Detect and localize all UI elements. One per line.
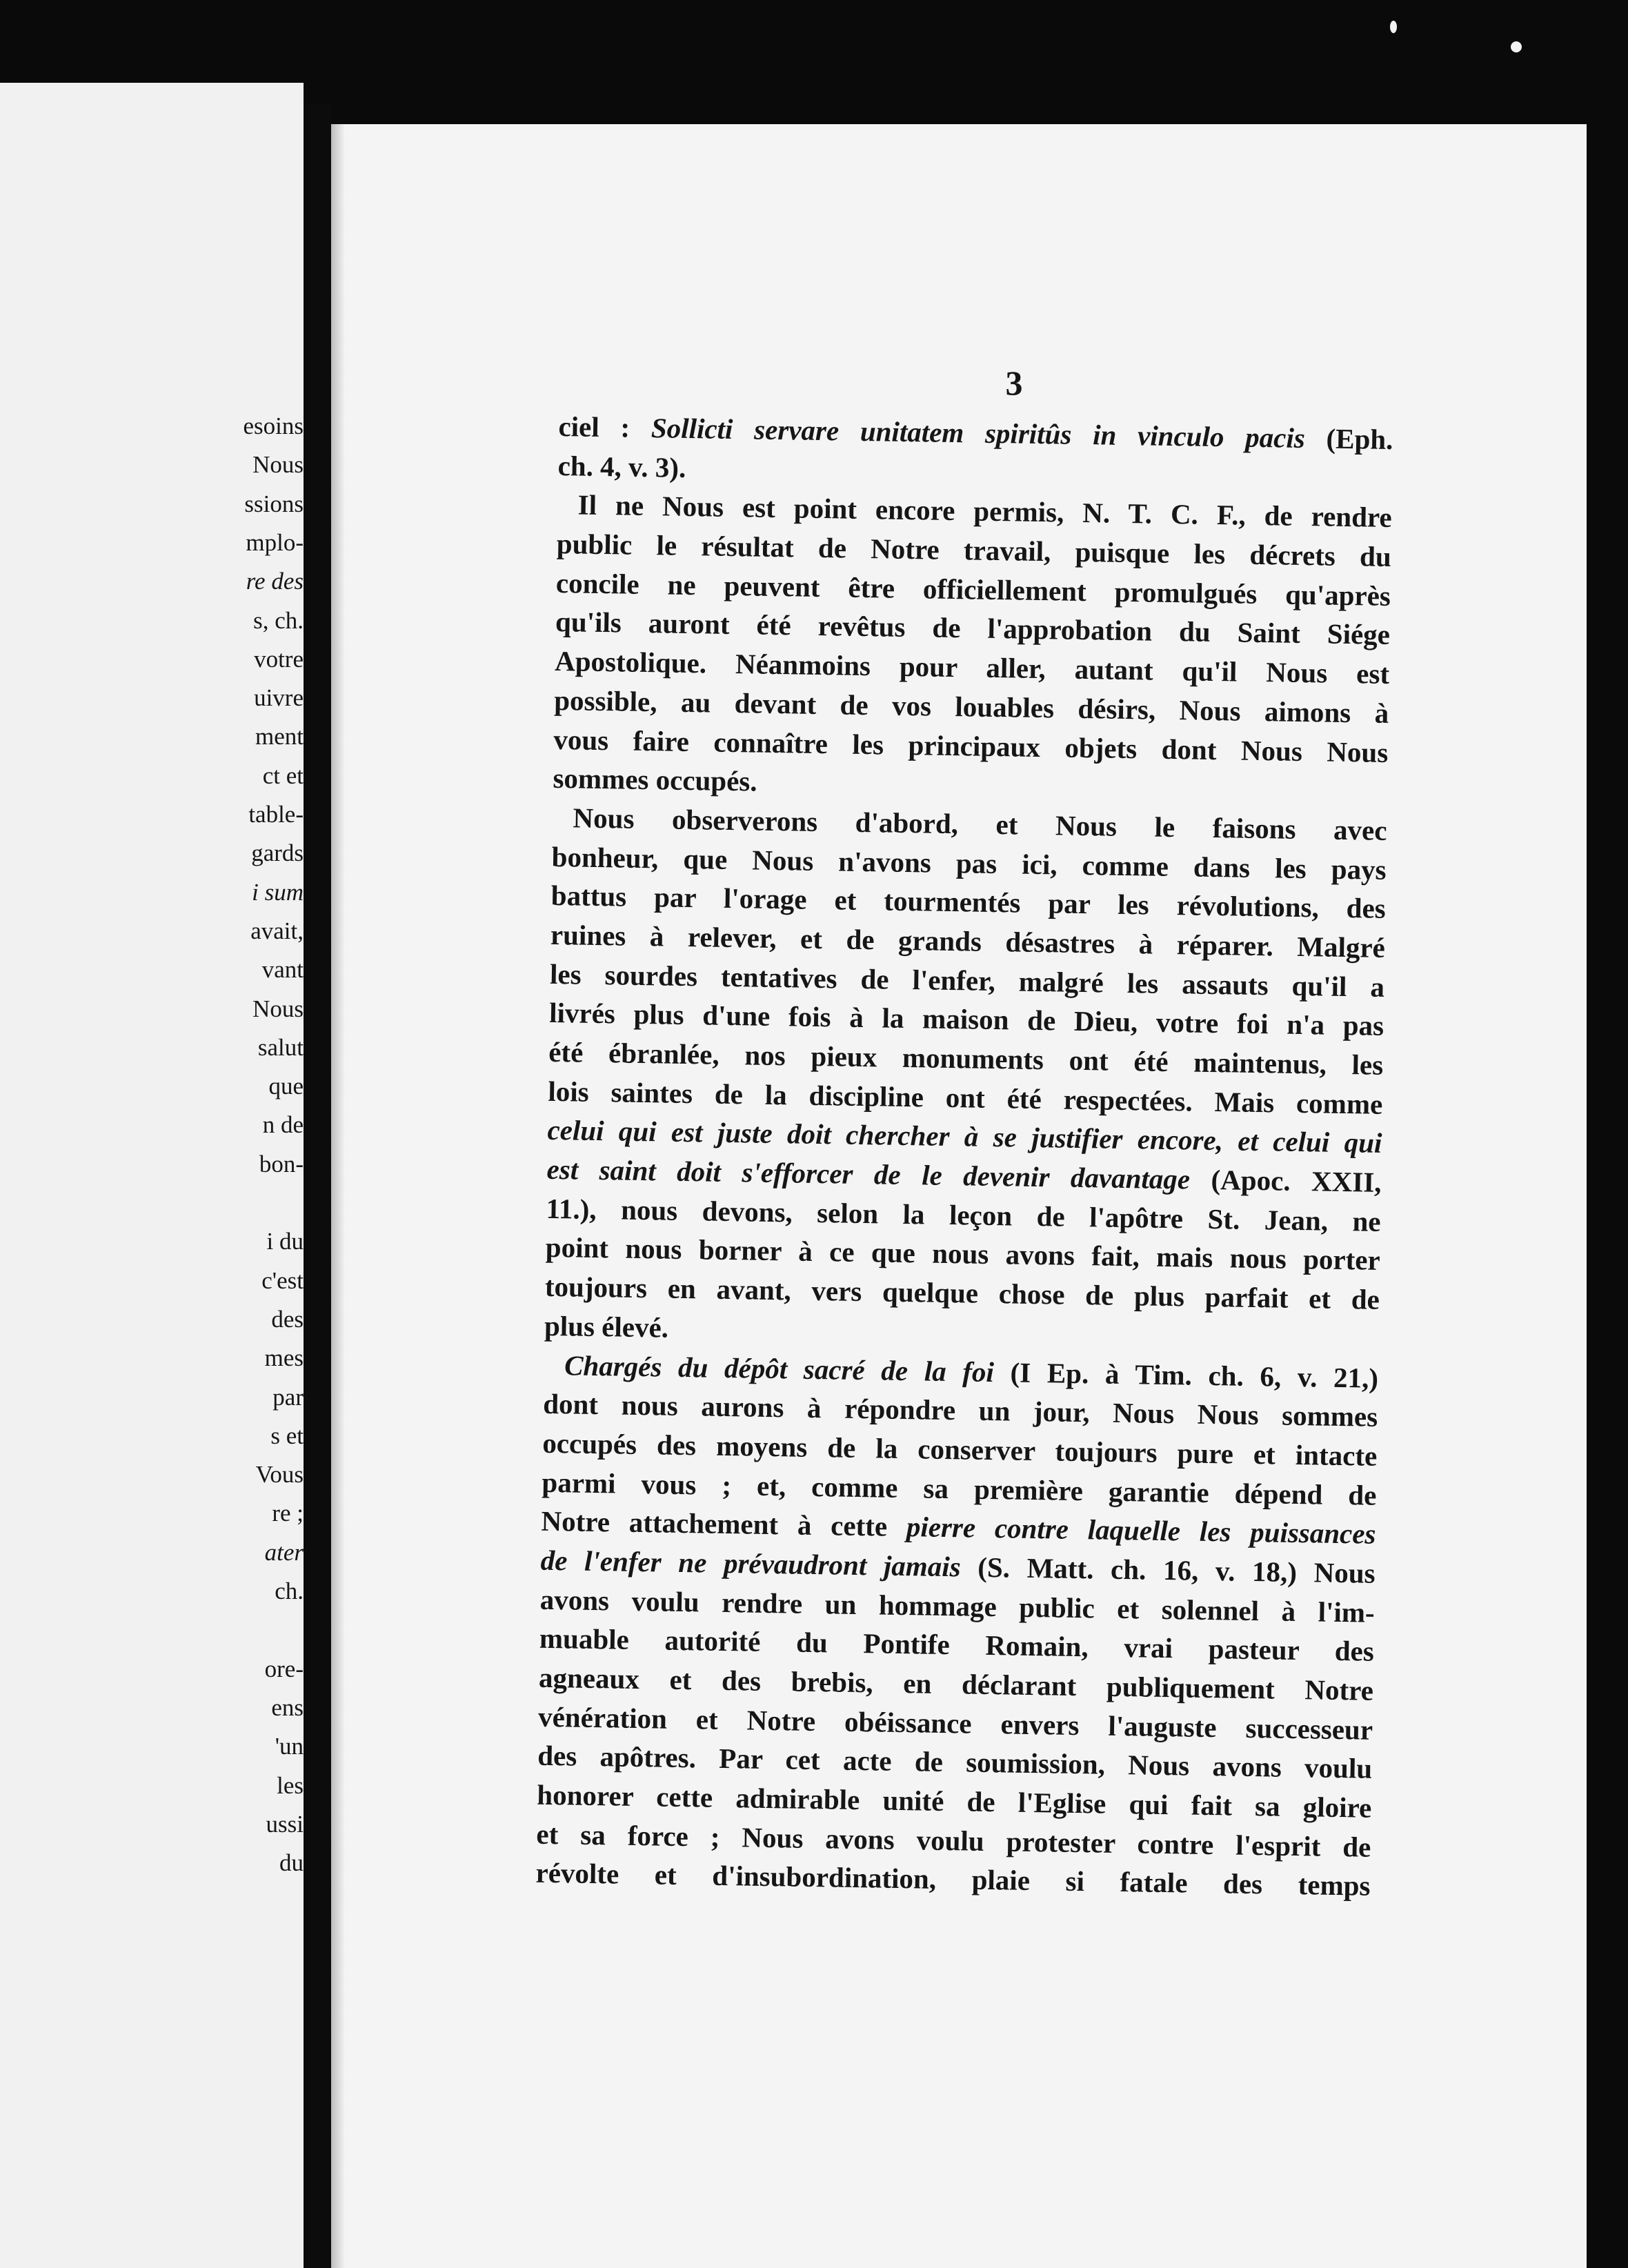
facing-page-fragment: par xyxy=(272,1383,304,1411)
text-span: toujours en avant, vers quelque chose de plus parfait et de xyxy=(544,1270,1380,1315)
text-span: vénération et Notre obéissance envers l'auguste successeur xyxy=(537,1700,1373,1746)
facing-page-fragment: s, ch. xyxy=(253,606,304,634)
text-span: Notre attachement à cette xyxy=(541,1505,907,1543)
facing-page-fragment: table- xyxy=(248,801,304,828)
facing-page-fragment: des xyxy=(271,1305,304,1333)
text-span: (Apoc. XXII, xyxy=(1189,1163,1382,1198)
italic-span: celui qui est juste doit chercher à se justifier encore, et celui qui xyxy=(547,1114,1382,1160)
facing-page-fragment: les xyxy=(277,1771,304,1799)
facing-page-fragment: 'un xyxy=(275,1733,304,1760)
text-span: qu'ils auront été revêtus de l'approbation du Saint Siége xyxy=(555,606,1391,651)
text-span: ruines à relever, et de grands désastres à réparer. Malgré xyxy=(550,918,1386,964)
text-span: vous faire connaître les principaux objets dont Nous Nous xyxy=(553,723,1389,768)
facing-page-fragment: n de xyxy=(262,1111,304,1139)
facing-page-fragment: salut xyxy=(257,1033,304,1061)
facing-page-fragment: ater xyxy=(264,1538,304,1566)
facing-page-fragment: ussi xyxy=(266,1810,304,1838)
facing-page-fragment: ct et xyxy=(262,762,304,789)
facing-page-fragment: i du xyxy=(266,1228,304,1255)
text-span: muable autorité du Pontife Romain, vrai pasteur des xyxy=(539,1622,1375,1668)
facing-page-fragment: ch. xyxy=(275,1578,304,1604)
text-span: 11.), nous devons, selon la leçon de l'apôtre St. Jean, ne xyxy=(546,1192,1381,1237)
facing-page-fragment: mplo- xyxy=(246,528,304,556)
text-span: battus par l'orage et tourmentés par les révolutions, des xyxy=(550,879,1387,925)
text-span: parmi vous ; et, comme sa première garantie dépend de xyxy=(542,1466,1377,1511)
text-span: (Eph. xyxy=(1304,421,1393,455)
text-span: été ébranlée, nos pieux monuments ont été maintenus, les xyxy=(548,1035,1384,1081)
facing-page-fragment: avait, xyxy=(250,917,304,944)
facing-page-fragment: mes xyxy=(264,1344,304,1372)
facing-page-fragment: ens xyxy=(271,1693,304,1721)
facing-page-fragment: esoins xyxy=(243,412,304,439)
text-span: révolte et d'insubordination, plaie si fatale des temps xyxy=(535,1857,1371,1902)
text-span: public le résultat de Notre travail, puisque les décrets du xyxy=(556,528,1392,573)
facing-page-fragment: i sum xyxy=(252,878,304,906)
italic-span: est saint doit s'efforcer de le devenir davantage xyxy=(546,1153,1191,1195)
text-span: honorer cette admirable unité de l'Eglise qui fait sa gloire xyxy=(537,1778,1372,1824)
text-span: dont nous aurons à répondre un jour, Nous Nous sommes xyxy=(542,1388,1378,1433)
italic-span: pierre contre laquelle les puissances xyxy=(906,1511,1376,1551)
body-text xyxy=(535,407,1393,1906)
italic-span: de l'enfer ne prévaudront jamais xyxy=(540,1544,961,1583)
text-span: livrés plus d'une fois à la maison de Dieu, votre foi n'a pas xyxy=(548,997,1384,1042)
facing-page-fragment: gards xyxy=(251,839,304,867)
text-span: Apostolique. Néanmoins pour aller, autant qu'il Nous est xyxy=(554,645,1390,690)
facing-page-fragment: re des xyxy=(246,568,304,595)
facing-page-fragment: Nous xyxy=(252,451,304,479)
facing-page-fragment: uivre xyxy=(254,684,304,712)
text-span: possible, au devant de vos louables désirs, Nous aimons à xyxy=(553,684,1389,729)
text-span: occupés des moyens de la conserver toujours pure et intacte xyxy=(542,1426,1378,1472)
text-span: Il ne Nous est point encore permis, N. T. C. F., de rendre xyxy=(577,488,1392,534)
text-span: les sourdes tentatives de l'enfer, malgré les assauts qu'il a xyxy=(549,957,1385,1003)
facing-page-left xyxy=(0,83,304,2268)
facing-page-fragment: vant xyxy=(261,956,304,984)
facing-page-fragment: bon- xyxy=(259,1150,304,1177)
facing-page-fragment: du xyxy=(279,1849,304,1877)
text-span: plus élevé. xyxy=(544,1309,669,1344)
facing-page-fragment: Nous xyxy=(252,995,304,1022)
text-span: (S. Matt. ch. 16, v. 18,) Nous xyxy=(960,1551,1376,1589)
italic-span: Sollicti servare unitatem spiritûs in vinculo pacis xyxy=(651,412,1306,454)
italic-span: Chargés du dépôt sacré de la foi xyxy=(564,1349,995,1388)
text-span: et sa force ; Nous avons voulu protester contre l'esprit de xyxy=(536,1818,1371,1863)
text-span: Nous observerons d'abord, et Nous le faisons avec xyxy=(573,802,1387,846)
text-span: concile ne peuvent être officiellement promulgués qu'après xyxy=(555,566,1391,612)
text-span: lois saintes de la discipline ont été respectées. Mais comme xyxy=(548,1075,1383,1120)
text-span: avons voulu rendre un hommage public et solennel à l'im- xyxy=(539,1583,1376,1629)
scan-speck xyxy=(1390,21,1397,33)
text-span: bonheur, que Nous n'avons pas ici, comme dans les pays xyxy=(551,840,1387,886)
text-span: point nous borner à ce que nous avons fait, mais nous porter xyxy=(545,1231,1381,1277)
facing-page-fragment: que xyxy=(268,1073,304,1100)
facing-page-fragment: ore- xyxy=(264,1655,304,1682)
facing-page-fragment: s et xyxy=(270,1422,304,1449)
text-span: agneaux et des brebis, en déclarant publiquement Notre xyxy=(538,1661,1374,1707)
scan-speck xyxy=(1511,41,1522,52)
facing-page-fragment: Vous xyxy=(255,1461,304,1489)
page-number: 3 xyxy=(1005,364,1023,402)
facing-page-fragment: ment xyxy=(255,723,304,750)
facing-page-fragment: votre xyxy=(254,645,304,673)
text-span: (I Ep. à Tim. ch. 6, v. 21,) xyxy=(993,1355,1379,1394)
facing-page-fragment: ssions xyxy=(244,490,304,517)
gutter-shadow xyxy=(331,124,345,2268)
facing-page-fragment: c'est xyxy=(261,1266,304,1294)
text-span: des apôtres. Par cet acte de soumission, Nous avons voulu xyxy=(537,1740,1373,1785)
facing-page-fragment: re ; xyxy=(272,1500,304,1527)
text-span: sommes occupés. xyxy=(553,762,757,797)
text-span: ciel : xyxy=(558,410,652,444)
text-span: ch. 4, v. 3). xyxy=(557,449,686,484)
book-spine xyxy=(304,103,331,2268)
